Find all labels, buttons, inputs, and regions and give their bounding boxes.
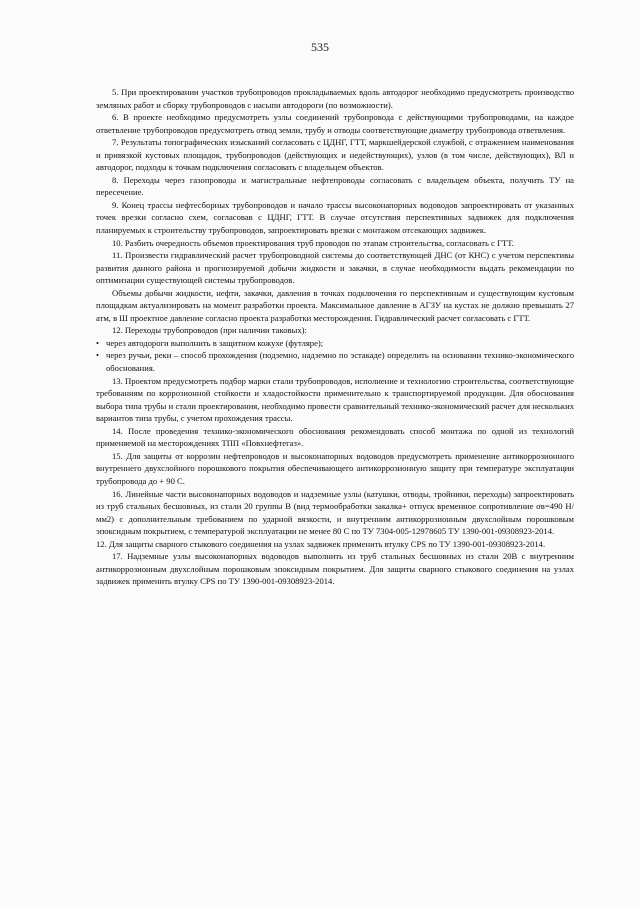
paragraph-14: 14. После проведения технико-экономического обоснования рекомендовать способ монтажа по одной из технологий применяемой на месторождениях ТПП «Повхнефтегаз». — [96, 425, 574, 449]
paragraph-12-cps: 12. Для защиты сварного стыкового соединения на узлах задвижек применить втулку CPS по ТУ 1390-001-09308923-2014. — [96, 538, 546, 549]
paragraph-9: 9. Конец трассы нефтесборных трубопроводов и начало трассы высоконапорных водоводов запроектировать от указанных точек врезки согласно схем, согласовав с ЦДНГ, ГТТ. В случае отсутствия перспективных задвижек для подключения планируемых к строительству трубопроводов, запроектировать врезки с монтажом отсекающих задвижек. — [96, 199, 574, 236]
paragraph-6: 6. В проекте необходимо предусмотреть узлы соединений трубопровода с действующими трубопроводами, на каждое ответвление трубопроводов предусмотреть отвод земли, трубу и отводы соответствующие диаметру трубопровода ответвления. — [96, 112, 574, 135]
bullet-roads: • через автодороги выполнить в защитном кожухе (футляре); — [96, 337, 574, 350]
paragraph-17: 17. Надземные узлы высоконапорных водоводов выполнить из труб стальных бесшовных из стали 20В с внутренним антикоррозионным двухслойным порошковым эпоксидным покрытием. Для защиты сварного стыкового соединения на узлах задвижек применить втулку CPS по ТУ 1390-001-09308923-2014. — [96, 551, 574, 587]
paragraph-12: 12. Переходы трубопроводов (при наличии таковых): — [112, 325, 307, 336]
paragraph-8: 8. Переходы через газопроводы и магистральные нефтепроводы согласовать с владельцем объекта, получить ТУ на пересечение. — [96, 174, 574, 198]
document-body — [96, 86, 574, 588]
paragraph-volumes: Объемы добычи жидкости, нефти, закачки, давления в точках подключения го перспективным и существующим кустовым площадкам актуализировать на момент разработки проекта. Максимальное давление в АГЗУ на кустах не должно превышать 27 атм, в Ш проектное давление согласно проекта разработки месторождения. Гидравлический расчет согласовать с ГТТ. — [96, 287, 574, 323]
bullet-rivers: • через ручьи, реки – способ прохождения (подземно, надземно по эстакаде) определить на основании технико-экономического обоснования. — [96, 349, 574, 374]
paragraph-11: 11. Произвести гидравлический расчет трубопроводной системы до соответствующей ДНС (от КНС) с учетом перспективы развития данного района и прогнозируемой добычи жидкости и закачки, в случае необходимости выдать рекомендации по оптимизации существующей системы трубопроводов. — [96, 250, 574, 286]
paragraph-10: 10. Разбить очередность объемов проектирования труб проводов по этапам строительства, согласовать с ГТТ. — [112, 237, 514, 248]
paragraph-15: 15. Для защиты от коррозии нефтепроводов и высоконапорных водоводов предусмотреть применение антикоррозионного внутреннего двухслойного порошкового покрытия обеспечивающего антикоррозионную защиту при температуре эксплуатации трубопровода до + 90 С. — [96, 450, 574, 486]
paragraph-5: 5. При проектировании участков трубопроводов прокладываемых вдоль автодорог необходимо предусмотреть производство земляных работ и сборку трубопроводов с насыпи автодороги (по возможности). — [96, 87, 574, 110]
page-number: 535 — [311, 40, 329, 54]
paragraph-13: 13. Проектом предусмотреть подбор марки стали трубопроводов, исполнение и технологию строительства, соответствующие требованиям по коррозионной стойкости и хладостойкости применительно к транспортируемой продукции. Для обоснования выбора типа трубы и стали проектирования, необходимо провести сравнительный технико-экономический расчет для нескольких вариантов типа трубы, с учетом прохождения трассы. — [96, 375, 574, 424]
paragraph-7: 7. Результаты топографических изысканий согласовать с ЦДНГ, ГТТ, маркшейдерской службой, с отражением наименования и привязкой кустовых площадок, трубопроводов (действующих и недействующих), узлов (в том числе, действующих), ВЛ и автодорог, подходы к точкам подключения согласовать с владельцем объектов. — [96, 137, 574, 173]
paragraph-16: 16. Линейные части высоконапорных водоводов и надземные узлы (катушки, отводы, тройники, переходы) запроектировать из труб стальных бесшовных, из стали 20 группы В (вид термообработки закалка+ отпуск временное сопротивление σв=490 Н/мм2) с дополнительным требованием по ударной вязкости, и внутренним антикоррозионным двухслойным порошковым эпоксидным покрытием, с температурой эксплуатации не менее 80 С по ТУ 7304-005-12978605 ТУ 1390-001-09308923-2014. — [96, 488, 574, 537]
